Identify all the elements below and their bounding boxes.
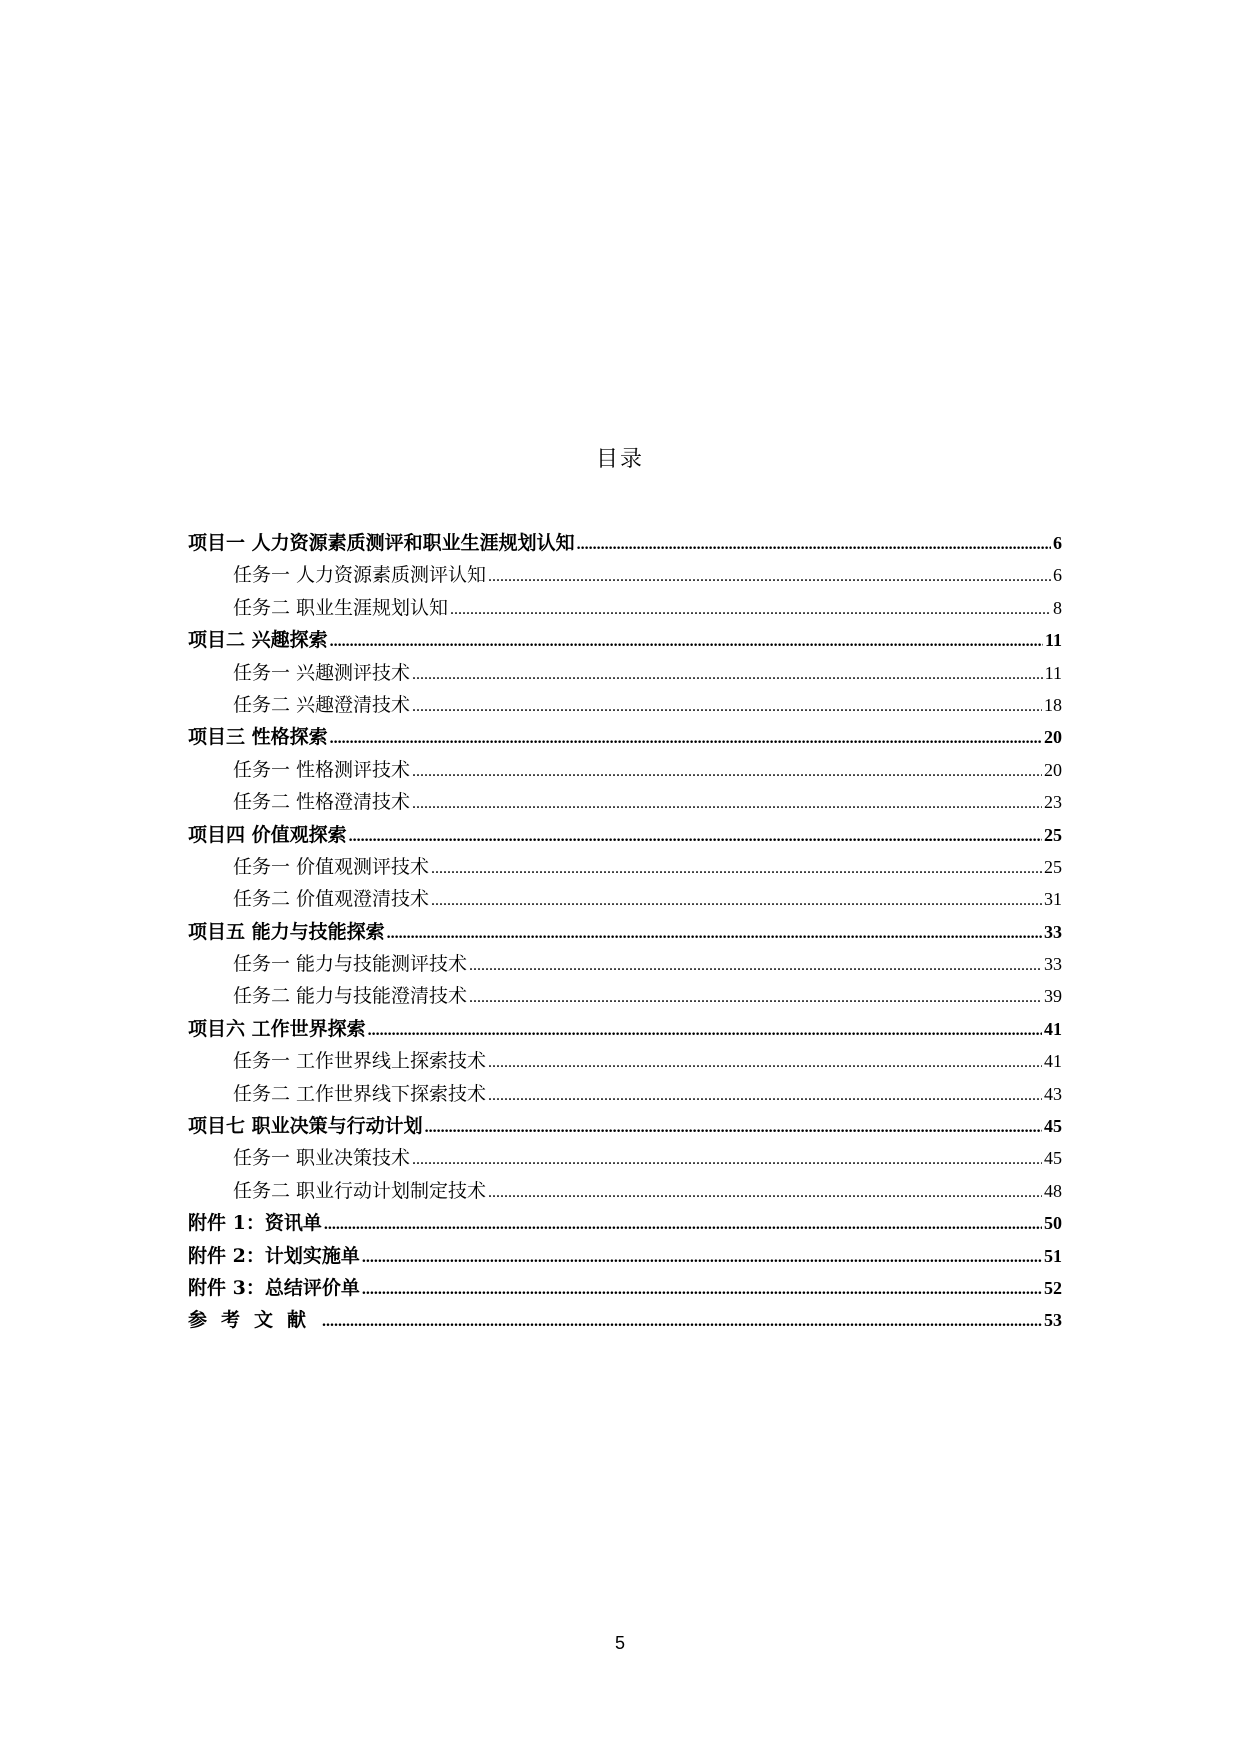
toc-entry-task[interactable] (188, 851, 1062, 883)
toc-entry-label: 任务一 职业决策技术 (233, 1147, 411, 1170)
toc-dot-leader (412, 795, 1042, 813)
table-of-contents (188, 527, 1062, 1337)
toc-entry-task[interactable] (188, 657, 1062, 689)
toc-entry-page-number: 39 (1044, 986, 1062, 1007)
toc-entry-page-number: 51 (1044, 1245, 1062, 1266)
toc-entry-page-number: 11 (1044, 630, 1062, 651)
toc-entry-task[interactable] (188, 689, 1062, 721)
toc-entry-page-number: 41 (1044, 1018, 1062, 1039)
toc-entry-page-number: 20 (1044, 759, 1062, 780)
toc-entry-project[interactable] (188, 916, 1062, 948)
toc-entry-project[interactable] (188, 624, 1062, 656)
toc-dot-leader (488, 1184, 1042, 1202)
toc-entry-page-number: 25 (1044, 856, 1062, 877)
toc-entry-task[interactable] (188, 883, 1062, 915)
toc-entry-project[interactable] (188, 1013, 1062, 1045)
toc-entry-project[interactable] (188, 721, 1062, 753)
toc-entry-page-number: 11 (1044, 662, 1062, 683)
toc-entry-page-number: 6 (1053, 533, 1062, 553)
toc-entry-label: 附件 3：总结评价单 (188, 1276, 360, 1299)
toc-dot-leader (577, 536, 1051, 554)
toc-entry-label: 项目三 性格探索 (188, 726, 328, 749)
toc-entry-page-number: 18 (1044, 694, 1062, 715)
toc-entry-task[interactable] (188, 1142, 1062, 1174)
toc-entry-task[interactable] (188, 786, 1062, 818)
toc-dot-leader (330, 633, 1043, 651)
toc-entry-label: 项目七 职业决策与行动计划 (188, 1115, 423, 1138)
toc-entry-page-number: 23 (1044, 792, 1062, 813)
toc-entry-page-number: 33 (1044, 921, 1062, 942)
toc-entry-page-number: 31 (1044, 889, 1062, 910)
toc-entry-label: 项目二 兴趣探索 (188, 629, 328, 652)
toc-dot-leader (431, 860, 1042, 878)
toc-entry-label: 任务一 价值观测评技术 (233, 855, 430, 878)
toc-entry-label: 任务一 人力资源素质测评认知 (233, 564, 487, 587)
toc-entry-label: 参考文献 (188, 1309, 321, 1332)
toc-entry-label: 任务二 性格澄清技术 (233, 791, 411, 814)
toc-entry-label: 任务二 职业行动计划制定技术 (233, 1179, 487, 1202)
toc-entry-label: 项目六 工作世界探索 (188, 1017, 366, 1040)
toc-entry-project[interactable] (188, 1240, 1062, 1272)
toc-dot-leader (330, 730, 1042, 748)
toc-entry-task[interactable] (188, 592, 1062, 624)
toc-entry-project[interactable] (188, 1110, 1062, 1142)
toc-dot-leader (349, 828, 1042, 846)
toc-entry-page-number: 50 (1044, 1213, 1062, 1234)
toc-dot-leader (425, 1119, 1042, 1137)
toc-entry-label: 任务一 性格测评技术 (233, 758, 411, 781)
toc-entry-page-number: 43 (1044, 1083, 1062, 1104)
toc-entry-label: 附件 1：资讯单 (188, 1212, 322, 1235)
toc-dot-leader (488, 1054, 1042, 1072)
toc-entry-page-number: 52 (1044, 1277, 1062, 1298)
toc-entry-project[interactable] (188, 1272, 1062, 1304)
toc-entry-page-number: 41 (1044, 1051, 1062, 1072)
page-number: 5 (614, 1633, 625, 1653)
toc-entry-page-number: 33 (1044, 954, 1062, 975)
toc-entry-label: 项目一 人力资源素质测评和职业生涯规划认知 (188, 532, 575, 554)
toc-dot-leader (412, 763, 1042, 781)
toc-entry-project[interactable] (188, 1304, 1062, 1336)
toc-entry-label: 任务一 兴趣测评技术 (233, 661, 411, 684)
toc-entry-task[interactable] (188, 1175, 1062, 1207)
toc-entry-label: 任务二 职业生涯规划认知 (233, 596, 449, 619)
page-title: 目录 (595, 447, 644, 472)
toc-entry-page-number: 6 (1053, 565, 1062, 586)
toc-entry-page-number: 8 (1053, 597, 1062, 618)
toc-entry-label: 附件 2：计划实施单 (188, 1244, 360, 1267)
toc-entry-project[interactable] (188, 1207, 1062, 1239)
toc-entry-page-number: 45 (1044, 1116, 1062, 1137)
toc-dot-leader (368, 1022, 1042, 1040)
toc-dot-leader (469, 957, 1042, 975)
toc-entry-task[interactable] (188, 559, 1062, 591)
toc-dot-leader (431, 892, 1042, 910)
toc-entry-project[interactable] (188, 527, 1062, 559)
toc-entry-page-number: 45 (1044, 1148, 1062, 1169)
toc-entry-label: 项目四 价值观探索 (188, 823, 347, 846)
toc-entry-label: 任务二 能力与技能澄清技术 (233, 985, 468, 1008)
toc-entry-label: 任务二 价值观澄清技术 (233, 888, 430, 911)
toc-entry-label: 项目五 能力与技能探索 (188, 920, 385, 943)
toc-dot-leader (412, 698, 1042, 716)
toc-entry-page-number: 48 (1044, 1180, 1062, 1201)
toc-dot-leader (387, 925, 1042, 943)
toc-dot-leader (362, 1281, 1042, 1299)
toc-entry-page-number: 20 (1044, 727, 1062, 748)
toc-dot-leader (488, 568, 1051, 586)
toc-entry-task[interactable] (188, 1078, 1062, 1110)
toc-entry-page-number: 25 (1044, 824, 1062, 845)
toc-entry-label: 任务二 兴趣澄清技术 (233, 693, 411, 716)
toc-entry-label: 任务二 工作世界线下探索技术 (233, 1082, 487, 1105)
toc-dot-leader (488, 1087, 1042, 1105)
toc-entry-task[interactable] (188, 754, 1062, 786)
toc-dot-leader (362, 1249, 1042, 1267)
toc-entry-task[interactable] (188, 948, 1062, 980)
toc-entry-label: 任务一 能力与技能测评技术 (233, 953, 468, 976)
toc-entry-task[interactable] (188, 1045, 1062, 1077)
toc-entry-project[interactable] (188, 819, 1062, 851)
toc-entry-label: 任务一 工作世界线上探索技术 (233, 1050, 487, 1073)
toc-dot-leader (322, 1313, 1042, 1331)
toc-dot-leader (412, 1151, 1042, 1169)
toc-dot-leader (450, 601, 1051, 619)
toc-dot-leader (412, 666, 1043, 684)
toc-entry-page-number: 53 (1044, 1310, 1062, 1331)
toc-dot-leader (469, 989, 1042, 1007)
toc-dot-leader (324, 1216, 1042, 1234)
toc-entry-task[interactable] (188, 980, 1062, 1012)
